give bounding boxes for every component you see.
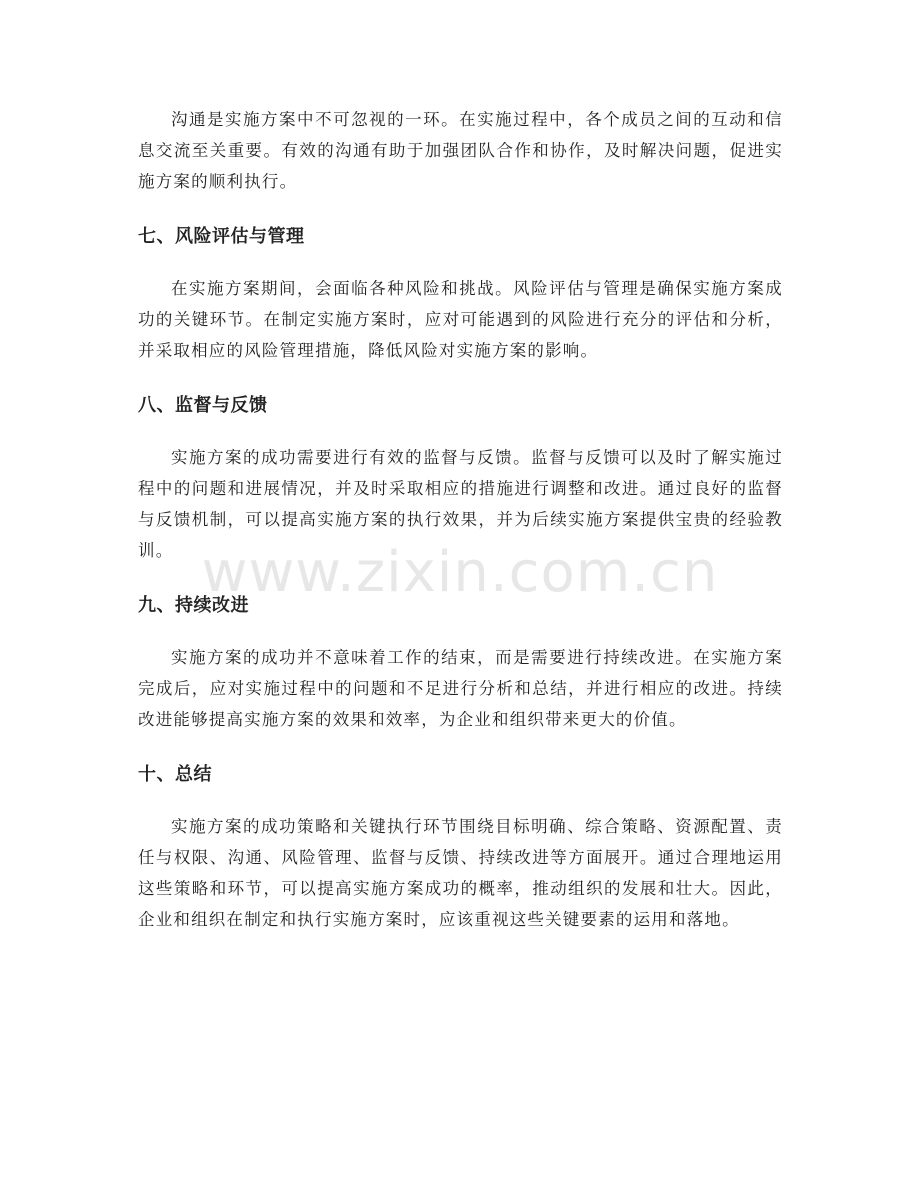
paragraph-communication: 沟通是实施方案中不可忽视的一环。在实施过程中，各个成员之间的互动和信息交流至关重要。有效的沟通有助于加强团队合作和协作，及时解决问题，促进实施方案的顺利执行。	[138, 110, 783, 191]
watermark: www.zixin.com.cn	[201, 540, 719, 605]
heading-supervision-feedback: 八、监督与反馈	[138, 395, 268, 416]
document-body	[138, 104, 783, 935]
paragraph-continuous-improvement: 实施方案的成功并不意味着工作的结束，而是需要进行持续改进。在实施方案完成后，应对实施过程中的问题和不足进行分析和总结，并进行相应的改进。持续改进能够提高实施方案的效果和效率，为企业和组织带来更大的价值。	[138, 648, 783, 729]
heading-risk-management: 七、风险评估与管理	[138, 226, 305, 247]
paragraph-summary: 实施方案的成功策略和关键执行环节围绕目标明确、综合策略、资源配置、责任与权限、沟通、风险管理、监督与反馈、持续改进等方面展开。通过合理地运用这些策略和环节，可以提高实施方案成功的概率，推动组织的发展和壮大。因此，企业和组织在制定和执行实施方案时，应该重视这些关键要素的运用和落地。	[138, 817, 783, 929]
paragraph-risk-management: 在实施方案期间，会面临各种风险和挑战。风险评估与管理是确保实施方案成功的关键环节。在制定实施方案时，应对可能遇到的风险进行充分的评估和分析，并采取相应的风险管理措施，降低风险对实施方案的影响。	[138, 279, 783, 360]
heading-continuous-improvement: 九、持续改进	[138, 595, 249, 616]
heading-summary: 十、总结	[138, 764, 212, 785]
paragraph-supervision-feedback: 实施方案的成功需要进行有效的监督与反馈。监督与反馈可以及时了解实施过程中的问题和进展情况，并及时采取相应的措施进行调整和改进。通过良好的监督与反馈机制，可以提高实施方案的执行效果，并为后续实施方案提供宝贵的经验教训。	[138, 448, 783, 560]
